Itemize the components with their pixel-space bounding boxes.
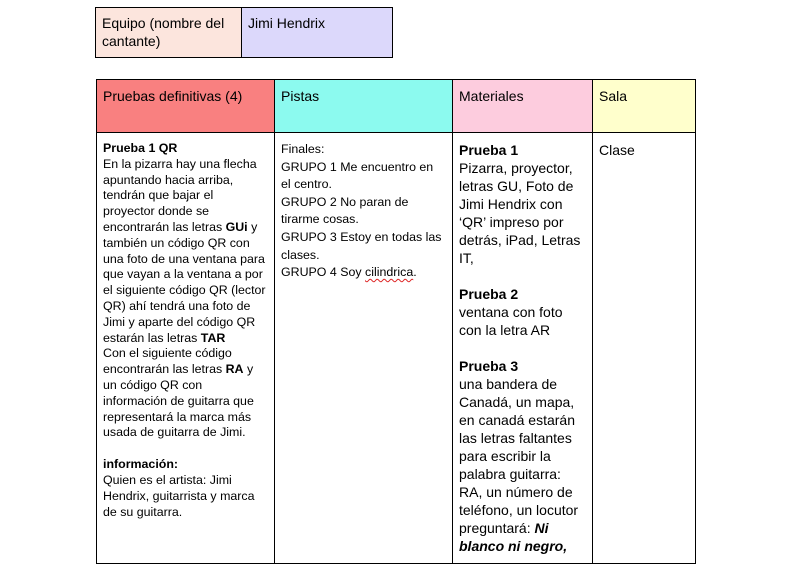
challenges-table <box>96 79 696 564</box>
pruebas-cell <box>97 133 275 564</box>
header-pruebas: Pruebas definitivas (4) <box>97 80 275 133</box>
sala-cell <box>593 133 696 564</box>
header-materiales: Materiales <box>453 80 593 133</box>
team-label-cell: Equipo (nombre del cantante) <box>96 8 242 58</box>
header-pistas: Pistas <box>275 80 453 133</box>
pista-grupo-4: GRUPO 4 Soy cilindrica. <box>281 265 417 280</box>
material-prueba-2-title: Prueba 2 <box>459 286 519 302</box>
material-prueba-3-title: Prueba 3 <box>459 358 519 374</box>
header-sala: Sala <box>593 80 696 133</box>
pista-grupo-1: GRUPO 1 Me encuentro en el centro. <box>281 159 434 192</box>
pistas-cell <box>275 133 453 564</box>
team-value-cell: Jimi Hendrix <box>242 8 393 58</box>
pista-grupo-2: GRUPO 2 No paran de tirarme cosas. <box>281 194 409 227</box>
prueba-1-description: En la pizarra hay una flecha apuntando hacia arriba, tendrán que bajar el proyector donde se encontrarán las letras GUi y también un código QR con una foto de una ventana para que vayan a la ventana a por el siguiente código QR (lector QR) ahí tendrá una foto de Jimi y aparte del código QR estarán las letras TAR <box>103 156 266 345</box>
material-prueba-3-text: una bandera de Canadá, un mapa, en canadá estarán las letras faltantes para escribir la palabra guitarra: RA, un número de teléfono, un locutor preguntará: Ni blanco ni negro, <box>459 376 579 554</box>
materiales-cell <box>453 133 593 564</box>
material-prueba-2-text: ventana con foto con la letra AR <box>459 304 563 338</box>
pistas-heading: Finales: <box>281 142 325 156</box>
sala-value: Clase <box>599 142 635 158</box>
pista-grupo-3: GRUPO 3 Estoy en todas las clases. <box>281 229 442 262</box>
prueba-1-continuation: Con el siguiente código encontrarán las letras RA y un código QR con información de guitarra que representará la marca más usada de guitarra de Jimi. <box>103 346 254 440</box>
material-prueba-1-title: Prueba 1 <box>459 142 519 158</box>
team-table <box>95 7 393 58</box>
info-text: Quien es el artista: Jimi Hendrix, guitarrista y marca de su guitarra. <box>103 472 255 519</box>
info-title: información: <box>103 457 179 472</box>
prueba-1-title: Prueba 1 QR <box>103 141 178 155</box>
material-prueba-1-text: Pizarra, proyector, letras GU, Foto de Jimi Hendrix con ‘QR’ impreso por detrás, iPad, Letras IT, <box>459 160 581 266</box>
spellcheck-word: cilindrica <box>365 265 414 280</box>
